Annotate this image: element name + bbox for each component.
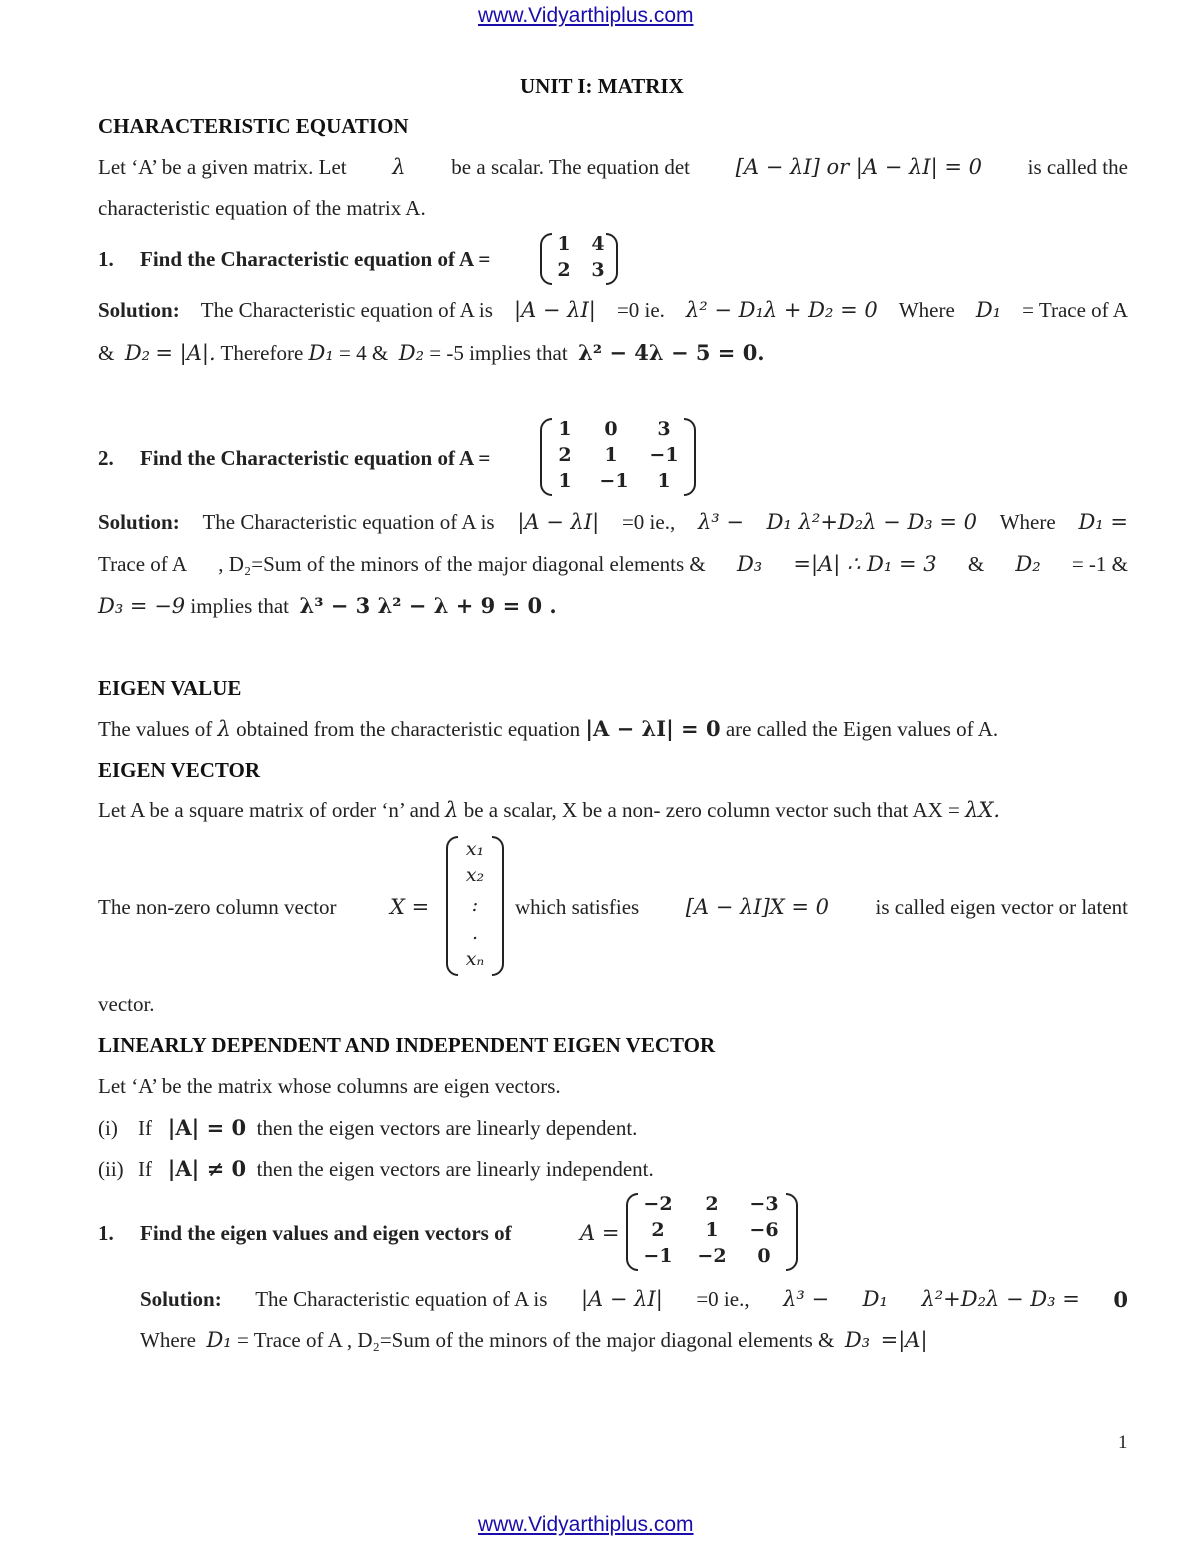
left-bracket — [540, 233, 552, 285]
q1-d1-value: = 4 & — [339, 341, 389, 365]
q2-solution-line-1 — [98, 510, 1128, 535]
lin-dep-item-1 — [98, 1115, 637, 1141]
q2-d2-value: = -1 & — [1071, 552, 1128, 576]
item-condition: |A| ≠ 0 — [167, 1156, 247, 1181]
matrix-cell: 3 — [591, 259, 605, 281]
matrix-3x3 — [540, 418, 696, 496]
ev-text-c: obtained from the characteristic equation — [236, 717, 581, 741]
item-number: (ii) — [98, 1157, 124, 1181]
q2-solution-line-2 — [98, 552, 1128, 577]
q3-d2-def: , D₂=Sum of the minors of the major diagonal elements & — [346, 1328, 835, 1352]
question-1-label: 1. — [98, 247, 114, 271]
q2-trace: Trace of A — [98, 552, 188, 576]
evec-called: is called eigen vector or latent — [875, 895, 1128, 919]
matrix-cell: 2 — [705, 1193, 719, 1215]
q3-sol-poly: λ²+D₂λ − D₃ = — [921, 1287, 1080, 1311]
char-eq-line-2: characteristic equation of the matrix A. — [98, 196, 426, 220]
section-heading-eigen-vector: EIGEN VECTOR — [98, 758, 261, 782]
ampersand: & — [967, 552, 985, 576]
q1-sol-where: Where — [898, 298, 955, 322]
matrix-cell: −1 — [599, 470, 629, 492]
q1-sol-ie: =0 ie. — [616, 298, 665, 322]
q2-implies: implies that — [190, 594, 289, 618]
section-heading-linearly-dependent: LINEARLY DEPENDENT AND INDEPENDENT EIGEN VECTOR — [98, 1033, 716, 1057]
ev-text-a: The values of — [98, 717, 213, 741]
q1-d1: D₁ — [308, 341, 334, 365]
char-eq-formula: [A − λI] or |A − λI| = 0 — [735, 155, 982, 179]
q3-sol-zero: 0 — [1113, 1287, 1128, 1312]
char-eq-text-a: Let ‘A’ be a given matrix. Let — [98, 155, 347, 179]
page-title: UNIT I: MATRIX — [520, 74, 684, 98]
evec-line2-a: The non-zero column vector — [98, 895, 337, 919]
q3-solution-line-1 — [140, 1287, 1128, 1312]
q3-sol-lambda3: λ³ − — [783, 1287, 830, 1311]
q1-implies: = -5 implies that — [429, 341, 568, 365]
matrix-cell: −1 — [643, 1245, 673, 1267]
q1-d2b: D₂ — [398, 341, 424, 365]
matrix-cell: 1 — [558, 470, 572, 492]
q3-sol-text: The Characteristic equation of A is — [255, 1287, 548, 1311]
q1-result: λ² − 4λ − 5 = 0. — [578, 340, 765, 365]
q2-d3-value: D₃ = −9 — [98, 594, 186, 618]
matrix-2x2 — [540, 233, 618, 285]
right-bracket — [786, 1193, 798, 1271]
vector-entry: xₙ — [465, 948, 485, 970]
evec-which: which satisfies — [515, 895, 640, 919]
matrix-cell: 1 — [705, 1219, 719, 1241]
matrix-cell: −3 — [749, 1193, 779, 1215]
item-condition: |A| = 0 — [167, 1115, 247, 1140]
matrix-cell: 1 — [557, 233, 571, 255]
q2-sol-poly: D₁ λ²+D₂λ − D₃ = 0 — [766, 510, 977, 534]
item-if: If — [138, 1116, 152, 1140]
matrix-cell: 3 — [657, 418, 671, 440]
item-text: then the eigen vectors are linearly dependent. — [256, 1116, 638, 1140]
q3-where: Where — [140, 1328, 196, 1352]
char-eq-line-1 — [98, 155, 1128, 180]
question-3-text: Find the eigen values and eigen vectors of — [140, 1221, 512, 1245]
vector-entry: x₁ — [465, 838, 485, 860]
q2-sol-det: |A − λI| — [517, 510, 600, 534]
matrix-cell: 2 — [651, 1219, 665, 1241]
column-vector — [446, 836, 504, 976]
q2-sol-d1: D₁ = — [1078, 510, 1128, 534]
q1-solution-line-2 — [98, 340, 765, 366]
matrix-cell: 1 — [604, 444, 618, 466]
q2-solution-line-3 — [98, 593, 557, 619]
left-bracket — [626, 1193, 638, 1271]
header-site-link[interactable]: www.Vidyarthiplus.com — [478, 4, 694, 27]
ev-text-e: are called the Eigen values of A. — [725, 717, 999, 741]
question-3-label: 1. — [98, 1221, 114, 1245]
lambda-symbol: λ — [445, 798, 459, 822]
matrix-cell: 1 — [657, 470, 671, 492]
vector-entry: x₂ — [465, 864, 485, 886]
q2-d2-def: , D₂=Sum of the minors of the major diagonal elements & — [218, 552, 706, 576]
q1-solution-line-1 — [98, 298, 1128, 323]
q2-sol-lambda3: λ³ − — [697, 510, 744, 534]
lambda-symbol: λ — [392, 155, 406, 179]
matrix-cell: 1 — [558, 418, 572, 440]
q1-sol-d1: D₁ — [975, 298, 1002, 322]
solution-label: Solution: — [98, 510, 180, 534]
matrix-cell: −6 — [749, 1219, 779, 1241]
evec-text-d: λX. — [965, 798, 1001, 822]
q2-sol-ie: =0 ie., — [621, 510, 676, 534]
item-if: If — [138, 1157, 152, 1181]
q2-d2: D₂ — [1015, 552, 1041, 576]
q3-det-a: =|A| — [880, 1328, 928, 1352]
vector-entry: . — [471, 922, 479, 944]
q3-sol-ie: =0 ie., — [696, 1287, 750, 1311]
ampersand: & — [98, 341, 115, 365]
footer-site-link[interactable]: www.Vidyarthiplus.com — [478, 1513, 694, 1536]
section-heading-characteristic-equation: CHARACTERISTIC EQUATION — [98, 114, 409, 138]
q3-sol-d1: D₁ — [862, 1287, 888, 1311]
vector-entry: : — [471, 894, 479, 916]
q2-therefore: =|A| ∴ D₁ = 3 — [793, 552, 937, 576]
evec-text-c: be a scalar, X be a non- zero column vector such that AX = — [463, 798, 960, 822]
item-text: then the eigen vectors are linearly independent. — [256, 1157, 654, 1181]
matrix-cell: 4 — [591, 233, 605, 255]
right-bracket — [684, 418, 696, 496]
q1-therefore: Therefore — [220, 341, 304, 365]
matrix-cell: 0 — [604, 418, 618, 440]
char-eq-text-d: is called the — [1027, 155, 1128, 179]
matrix-cell: 0 — [757, 1245, 771, 1267]
evec-line3: vector. — [98, 992, 155, 1016]
ev-formula: |A − λI| = 0 — [585, 716, 721, 741]
q1-det-a: = |A|. — [155, 341, 216, 365]
evec-x-eq: X = — [390, 895, 430, 919]
evec-line2-rest — [515, 895, 1128, 920]
q3-d3: D₃ — [844, 1328, 871, 1352]
q1-d2: D₂ — [124, 341, 151, 365]
solution-label: Solution: — [140, 1287, 222, 1311]
lin-dep-intro: Let ‘A’ be the matrix whose columns are eigen vectors. — [98, 1074, 561, 1098]
lambda-symbol: λ — [217, 717, 231, 741]
matrix-cell: −1 — [649, 444, 679, 466]
eigen-value-definition — [98, 716, 998, 742]
question-2-text: Find the Characteristic equation of A = — [140, 446, 491, 470]
q2-result: λ³ − 3 λ² − λ + 9 = 0 . — [299, 593, 557, 618]
question-2-label: 2. — [98, 446, 114, 470]
eigen-vector-definition — [98, 798, 1000, 823]
q3-d1: D₁ — [206, 1328, 232, 1352]
question-1-text: Find the Characteristic equation of A = — [140, 247, 491, 271]
q1-sol-text: The Characteristic equation of A is — [200, 298, 493, 322]
evec-text-a: Let A be a square matrix of order ‘n’ and — [98, 798, 440, 822]
char-eq-text-b: be a scalar. The equation det — [451, 155, 690, 179]
q3-a-eq: A = — [580, 1221, 620, 1245]
matrix-cell: −2 — [697, 1245, 727, 1267]
q3-sol-det: |A − λI| — [580, 1287, 663, 1311]
matrix-cell: 2 — [557, 259, 571, 281]
q2-d3: D₃ — [736, 552, 763, 576]
matrix-cell: 2 — [558, 444, 572, 466]
q1-sol-trace: = Trace of A — [1022, 298, 1128, 322]
q3-trace: = Trace of A — [236, 1328, 342, 1352]
q1-sol-poly: λ² − D₁λ + D₂ = 0 — [686, 298, 878, 322]
q2-sol-text: The Characteristic equation of A is — [202, 510, 495, 534]
section-heading-eigen-value: EIGEN VALUE — [98, 676, 242, 700]
matrix-cell: −2 — [643, 1193, 673, 1215]
q2-sol-where: Where — [999, 510, 1056, 534]
item-number: (i) — [98, 1116, 118, 1140]
lin-dep-item-2 — [98, 1156, 654, 1182]
solution-label: Solution: — [98, 298, 180, 322]
evec-formula: [A − λI]X = 0 — [685, 895, 830, 919]
q1-sol-det: |A − λI| — [514, 298, 596, 322]
page-number: 1 — [1118, 1432, 1128, 1453]
q3-solution-line-2 — [140, 1328, 928, 1353]
matrix-3x3 — [626, 1193, 798, 1271]
